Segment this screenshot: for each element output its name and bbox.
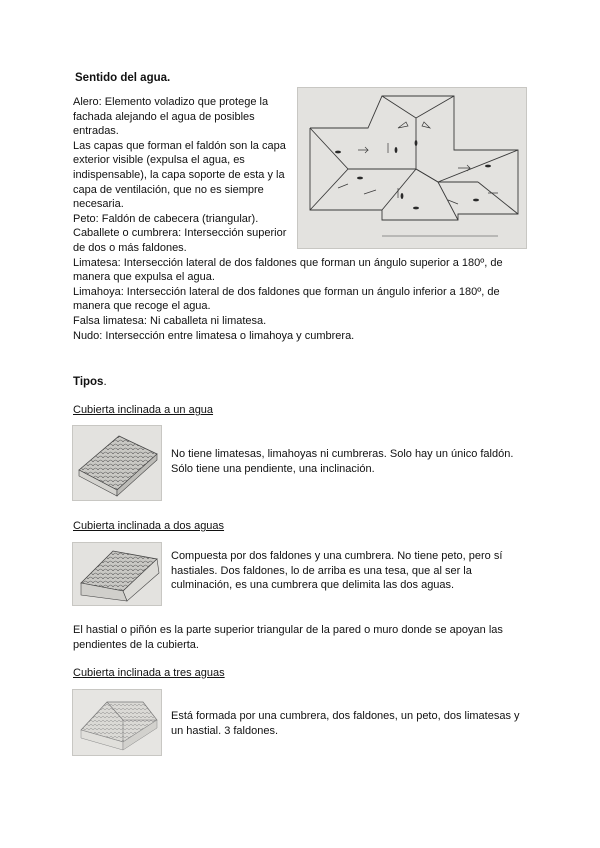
note-line: El hastial o piñón es la parte superior triangular de la pared o muro donde se apoyan las: [73, 624, 503, 636]
definition-line: exterior visible (expulsa el agua, es: [73, 154, 245, 167]
definition-line: Limahoya: Intersección lateral de dos faldones que forman un ángulo inferior a 180º, de: [73, 285, 500, 298]
type-description: [171, 447, 513, 476]
one-slope-roof-figure: [72, 425, 162, 501]
hastial-note: [73, 623, 503, 652]
definition-line: de dos o más faldones.: [73, 241, 187, 254]
definition-line: Caballete o cumbrera: Intersección superior: [73, 227, 287, 240]
types-title-text: Tipos: [73, 376, 104, 388]
section-title: Sentido del agua.: [75, 72, 171, 84]
types-title-dot: .: [103, 376, 107, 388]
description-line: hastiales. Dos faldones, lo de arriba es una tesa, que al ser la: [171, 564, 472, 577]
description-line: Está formada por una cumbrera, dos faldones, un peto, dos limatesas y: [171, 710, 520, 722]
type-heading: Cubierta inclinada a un agua: [73, 404, 214, 416]
description-line: un hastial. 3 faldones.: [171, 724, 279, 737]
note-line: pendientes de la cubierta.: [73, 638, 199, 651]
type-description: [171, 709, 520, 738]
definition-line: indispensable), la capa soporte de esta y la: [73, 168, 285, 181]
definition-line: Falsa limatesa: Ni caballeta ni limatesa.: [73, 314, 267, 327]
definition-line: Peto: Faldón de cabecera (triangular).: [73, 212, 259, 225]
type-heading: Cubierta inclinada a dos aguas: [73, 520, 225, 532]
two-slope-roof-figure: [72, 542, 162, 606]
definition-line: capa de ventilación, que no es siempre: [73, 183, 264, 196]
definition-line: manera que recoge el agua.: [73, 300, 211, 313]
description-line: culminación, es una cumbrera que delimita las dos aguas.: [171, 579, 455, 592]
definition-line: necesaria.: [73, 198, 124, 211]
description-line: No tiene limatesas, limahoyas ni cumbreras. Solo hay un único faldón.: [171, 448, 514, 460]
description-line: Compuesta por dos faldones y una cumbrera. No tiene peto, pero sí: [171, 550, 503, 562]
definition-line: manera que expulsa el agua.: [73, 271, 215, 284]
three-slope-roof-figure: [72, 689, 162, 756]
definition-line: Las capas que forman el faldón son la capa: [73, 139, 286, 152]
types-title: [73, 376, 107, 388]
definition-line: entradas.: [73, 125, 119, 138]
type-heading: Cubierta inclinada a tres aguas: [73, 667, 225, 679]
definition-line: Alero: Elemento voladizo que protege la: [73, 96, 269, 108]
definition-line: Nudo: Intersección entre limatesa o limahoya y cumbrera.: [73, 329, 355, 342]
description-line: Sólo tiene una pendiente, una inclinación.: [171, 462, 375, 475]
type-description: [171, 549, 502, 593]
definition-line: fachada alejando el agua de posibles: [73, 110, 255, 123]
definition-line: Limatesa: Intersección lateral de dos faldones que forman un ángulo superior a 180º, de: [73, 256, 503, 269]
roof-plan-figure: [297, 87, 527, 249]
